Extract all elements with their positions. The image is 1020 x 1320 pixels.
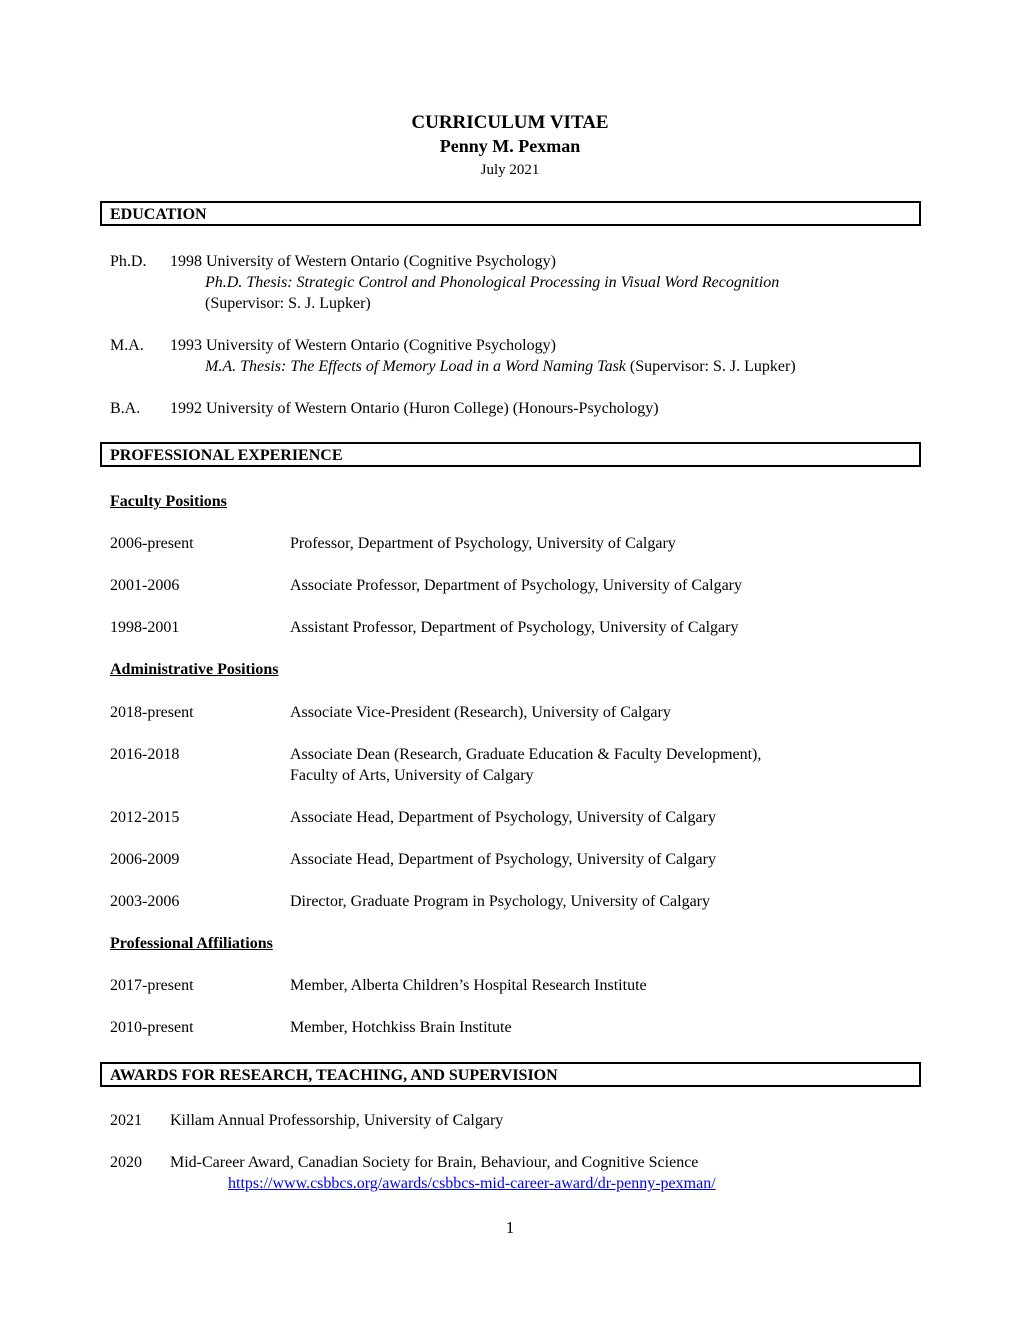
cv-date: July 2021	[480, 162, 540, 178]
award-year: 2020	[110, 1154, 142, 1171]
section-title: PROFESSIONAL EXPERIENCE	[110, 447, 343, 464]
ma-thesis-line	[205, 357, 796, 377]
degree-ba-line: 1992 University of Western Ontario (Huron College) (Honours-Psychology)	[170, 400, 659, 417]
admin-desc: Associate Dean (Research, Graduate Education & Faculty Development),	[290, 746, 762, 763]
section-header-experience	[100, 442, 921, 467]
degree-phd-line: 1998 University of Western Ontario (Cognitive Psychology)	[170, 253, 556, 270]
degree-ma-line: 1993 University of Western Ontario (Cognitive Psychology)	[170, 337, 556, 354]
affil-years: 2010-present	[110, 1019, 194, 1036]
page-number: 1	[505, 1218, 515, 1237]
cv-title: CURRICULUM VITAE	[411, 112, 609, 133]
admin-positions-heading: Administrative Positions	[110, 661, 279, 678]
faculty-years: 1998-2001	[110, 619, 180, 636]
phd-supervisor: (Supervisor: S. J. Lupker)	[205, 295, 371, 312]
award-desc: Mid-Career Award, Canadian Society for Brain, Behaviour, and Cognitive Science	[170, 1154, 699, 1171]
award-desc: Killam Annual Professorship, University of Calgary	[170, 1112, 504, 1129]
faculty-desc: Assistant Professor, Department of Psychology, University of Calgary	[290, 619, 739, 636]
admin-desc: Associate Head, Department of Psychology, University of Calgary	[290, 809, 716, 826]
admin-years: 2016-2018	[110, 746, 180, 763]
degree-phd: Ph.D.	[110, 253, 147, 270]
affil-years: 2017-present	[110, 977, 194, 994]
person-name: Penny M. Pexman	[439, 136, 581, 156]
faculty-desc: Associate Professor, Department of Psychology, University of Calgary	[290, 577, 743, 594]
admin-desc: Associate Head, Department of Psychology, University of Calgary	[290, 851, 716, 868]
section-title: AWARDS FOR RESEARCH, TEACHING, AND SUPERVISION	[110, 1067, 558, 1084]
degree-ba: B.A.	[110, 400, 141, 417]
admin-years: 2012-2015	[110, 809, 180, 826]
affil-desc: Member, Alberta Children’s Hospital Research Institute	[290, 977, 647, 994]
faculty-positions-heading: Faculty Positions	[110, 493, 227, 510]
admin-years: 2006-2009	[110, 851, 180, 868]
admin-years: 2018-present	[110, 704, 194, 721]
admin-desc: Director, Graduate Program in Psychology, University of Calgary	[290, 893, 710, 910]
ma-supervisor: (Supervisor: S. J. Lupker)	[625, 358, 796, 375]
affil-desc: Member, Hotchkiss Brain Institute	[290, 1019, 512, 1036]
degree-ma: M.A.	[110, 337, 144, 354]
section-header-education	[100, 201, 921, 226]
section-title: EDUCATION	[110, 206, 207, 223]
faculty-desc: Professor, Department of Psychology, University of Calgary	[290, 535, 676, 552]
award-link[interactable]: https://www.csbbcs.org/awards/csbbcs-mid-career-award/dr-penny-pexman/	[228, 1175, 716, 1192]
admin-desc-continued: Faculty of Arts, University of Calgary	[290, 767, 534, 784]
section-header-awards	[100, 1062, 921, 1087]
faculty-years: 2001-2006	[110, 577, 180, 594]
phd-thesis: Ph.D. Thesis: Strategic Control and Phonological Processing in Visual Word Recognition	[205, 274, 780, 291]
ma-thesis: M.A. Thesis: The Effects of Memory Load in a Word Naming Task	[205, 358, 626, 375]
award-year: 2021	[110, 1112, 142, 1129]
admin-desc: Associate Vice-President (Research), University of Calgary	[290, 704, 671, 721]
faculty-years: 2006-present	[110, 535, 194, 552]
affiliations-heading: Professional Affiliations	[110, 935, 273, 952]
admin-years: 2003-2006	[110, 893, 180, 910]
